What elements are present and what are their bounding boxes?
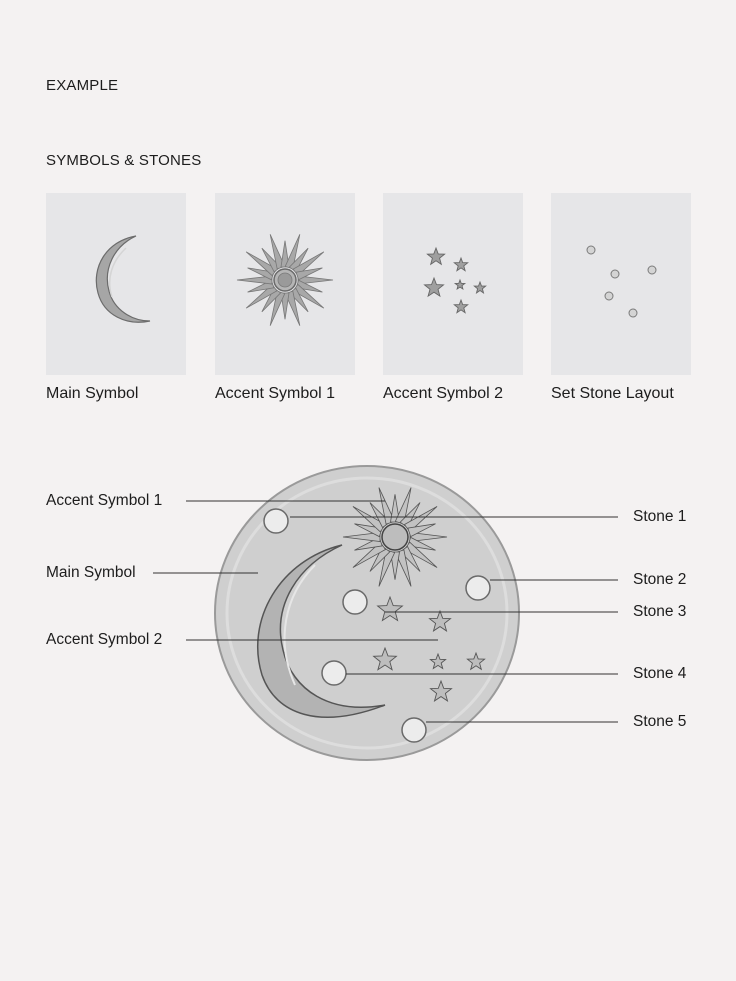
card-set-stone-layout[interactable] [551,193,691,375]
stone-1 [264,509,288,533]
card-label-main-symbol: Main Symbol [46,385,139,402]
stone-2 [466,576,490,600]
stone-5 [402,718,426,742]
callout-stone-4: Stone 4 [633,665,687,682]
callout-stone-5: Stone 5 [633,713,687,730]
callout-stone-3: Stone 3 [633,603,687,620]
crescent-moon-icon [46,193,186,375]
callout-accent-symbol-1: Accent Symbol 1 [46,492,163,509]
card-main-symbol[interactable] [46,193,186,375]
star-cluster-icon [383,193,523,375]
medallion-coin [215,466,519,760]
stone-4 [322,661,346,685]
card-accent-symbol-2[interactable] [383,193,523,375]
sun-icon [215,193,355,375]
callout-accent-symbol-2: Accent Symbol 2 [46,631,163,648]
stone-dots-icon [551,193,691,375]
card-accent-symbol-1[interactable] [215,193,355,375]
card-label-accent-symbol-2: Accent Symbol 2 [383,385,504,402]
card-label-accent-symbol-1: Accent Symbol 1 [215,385,336,402]
card-label-set-stone-layout: Set Stone Layout [551,385,674,402]
section-title-symbols-stones: SYMBOLS & STONES [46,152,202,169]
callout-stone-2: Stone 2 [633,571,687,588]
section-title-example: EXAMPLE [46,77,119,94]
callout-stone-1: Stone 1 [633,508,687,525]
stone-3 [343,590,367,614]
callout-main-symbol: Main Symbol [46,564,136,581]
